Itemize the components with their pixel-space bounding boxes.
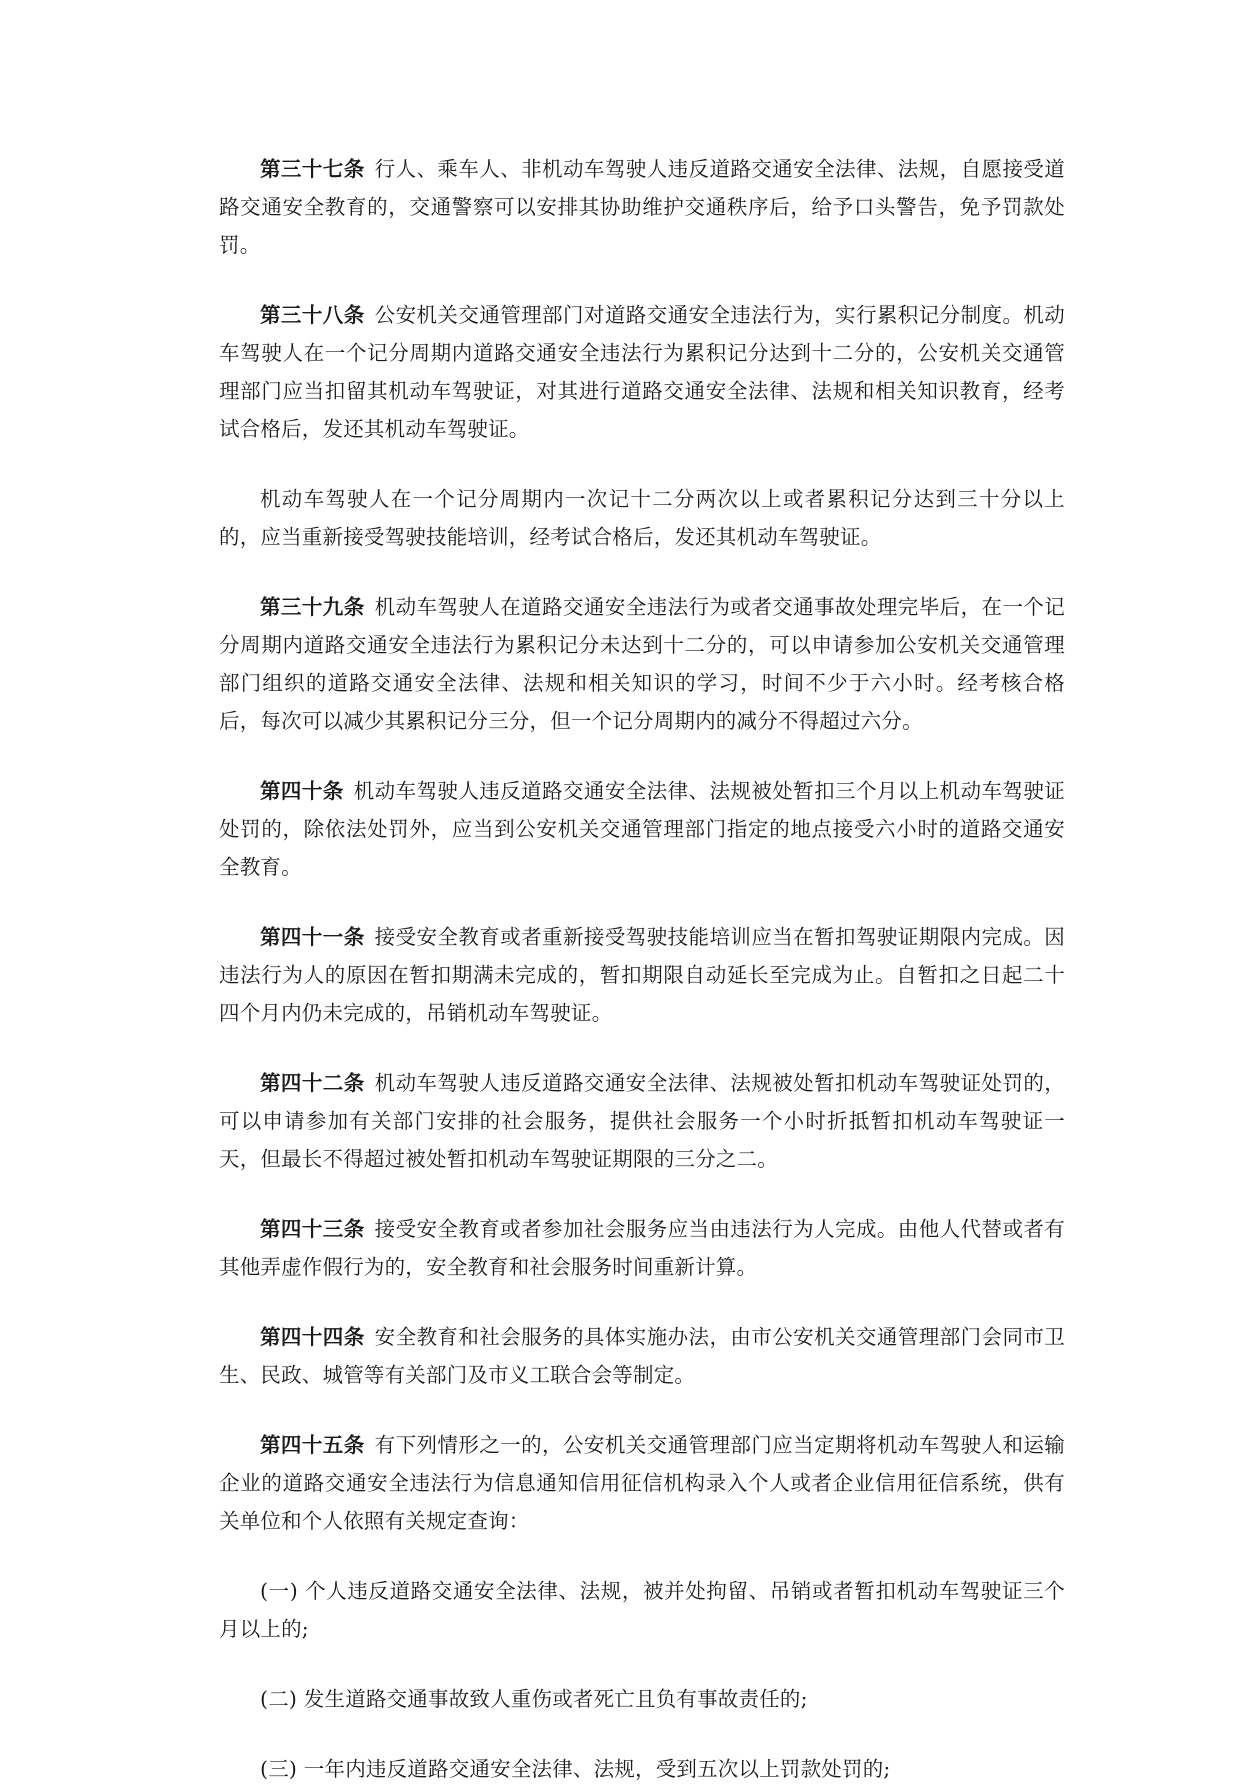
article-text: 行人、乘车人、非机动车驾驶人违反道路交通安全法律、法规，自愿接受道路交通安全教育的，交通警察可以安排其协助维护交通秩序后，给予口头警告，免予罚款处罚。: [219, 157, 1065, 257]
article-number: 第四十五条: [260, 1433, 365, 1457]
article-42: [219, 1064, 1065, 1178]
article-number: 第四十一条: [260, 925, 365, 949]
article-number: 第四十条: [260, 779, 344, 803]
article-43: [219, 1210, 1065, 1286]
article-40: [219, 772, 1065, 886]
article-39: [219, 588, 1065, 740]
article-38: [219, 296, 1065, 448]
article-38-paragraph-2: [219, 480, 1065, 556]
article-text: 机动车驾驶人在一个记分周期内一次记十二分两次以上或者累积记分达到三十分以上的，应当重新接受驾驶技能培训，经考试合格后，发还其机动车驾驶证。: [219, 487, 1065, 549]
article-number: 第三十八条: [260, 303, 365, 327]
article-text: 接受安全教育或者重新接受驾驶技能培训应当在暂扣驾驶证期限内完成。因违法行为人的原因在暂扣期满未完成的，暂扣期限自动延长至完成为止。自暂扣之日起二十四个月内仍未完成的，吊销机动车驾驶证。: [219, 925, 1065, 1025]
article-45: [219, 1426, 1065, 1540]
article-number: 第四十二条: [260, 1071, 365, 1095]
article-text: 机动车驾驶人违反道路交通安全法律、法规被处暂扣机动车驾驶证处罚的，可以申请参加有关部门安排的社会服务，提供社会服务一个小时折抵暂扣机动车驾驶证一天，但最长不得超过被处暂扣机动车驾驶证期限的三分之二。: [219, 1071, 1065, 1171]
article-number: 第四十四条: [260, 1325, 365, 1349]
article-text: 机动车驾驶人在道路交通安全违法行为或者交通事故处理完毕后，在一个记分周期内道路交通安全违法行为累积记分未达到十二分的，可以申请参加公安机关交通管理部门组织的道路交通安全法律、法规和相关知识的学习，时间不少于六小时。经考核合格后，每次可以减少其累积记分三分，但一个记分周期内的减分不得超过六分。: [219, 595, 1065, 733]
article-41: [219, 918, 1065, 1032]
list-item: (二) 发生道路交通事故致人重伤或者死亡且负有事故责任的;: [260, 1687, 808, 1711]
article-text: 机动车驾驶人违反道路交通安全法律、法规被处暂扣三个月以上机动车驾驶证处罚的，除依法处罚外，应当到公安机关交通管理部门指定的地点接受六小时的道路交通安全教育。: [219, 779, 1065, 879]
article-text: 公安机关交通管理部门对道路交通安全违法行为，实行累积记分制度。机动车驾驶人在一个记分周期内道路交通安全违法行为累积记分达到十二分的，公安机关交通管理部门应当扣留其机动车驾驶证，对其进行道路交通安全法律、法规和相关知识教育，经考试合格后，发还其机动车驾驶证。: [219, 303, 1065, 441]
article-text: 安全教育和社会服务的具体实施办法，由市公安机关交通管理部门会同市卫生、民政、城管等有关部门及市义工联合会等制定。: [219, 1325, 1065, 1387]
list-item: (一) 个人违反道路交通安全法律、法规，被并处拘留、吊销或者暂扣机动车驾驶证三个月以上的;: [219, 1579, 1065, 1641]
article-37: [219, 150, 1065, 264]
article-number: 第四十三条: [260, 1217, 365, 1241]
article-number: 第三十七条: [260, 157, 365, 181]
article-text: 有下列情形之一的，公安机关交通管理部门应当定期将机动车驾驶人和运输企业的道路交通安全违法行为信息通知信用征信机构录入个人或者企业信用征信系统，供有关单位和个人依照有关规定查询：: [219, 1433, 1065, 1533]
list-item: (三) 一年内违反道路交通安全法律、法规，受到五次以上罚款处罚的;: [260, 1757, 891, 1781]
article-number: 第三十九条: [260, 595, 365, 619]
article-text: 接受安全教育或者参加社会服务应当由违法行为人完成。由他人代替或者有其他弄虚作假行为的，安全教育和社会服务时间重新计算。: [219, 1217, 1065, 1279]
article-44: [219, 1318, 1065, 1394]
